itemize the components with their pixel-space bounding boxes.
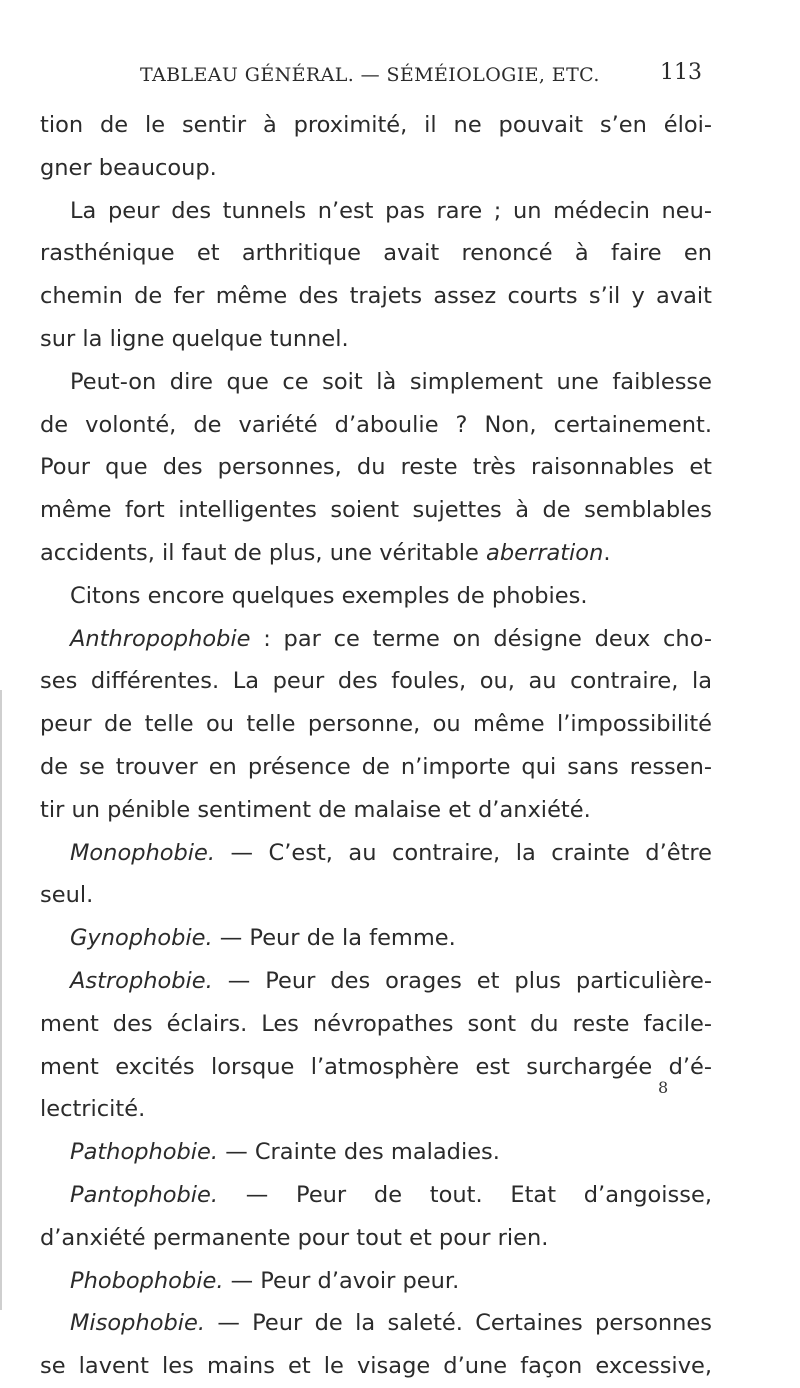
phobia-term: aberration <box>486 539 604 566</box>
text-line <box>40 618 712 661</box>
line-text: de volonté, de variété d’aboulie ? Non, certainement. <box>40 411 712 438</box>
phobia-term: Phobophobie. <box>70 1267 224 1294</box>
line-text: chemin de fer même des trajets assez courts s’il y avait <box>40 283 712 310</box>
text-line <box>40 190 712 233</box>
line-text: — Peur des orages et plus particulière- <box>212 967 712 994</box>
line-text: Pour que des personnes, du reste très raisonnables et <box>40 454 712 481</box>
line-text: . <box>603 539 611 566</box>
text-line <box>40 789 712 832</box>
text-line <box>40 489 712 532</box>
line-text: ment des éclairs. Les névropathes sont du reste facile- <box>40 1010 712 1037</box>
line-text: peur de telle ou telle personne, ou même l’impossibilité <box>40 711 712 738</box>
line-text: ses différentes. La peur des foules, ou, au contraire, la <box>40 668 712 695</box>
line-text: — Peur de la femme. <box>212 925 456 952</box>
text-line <box>40 532 712 575</box>
line-text: La peur des tunnels n’est pas rare ; un médecin neu- <box>70 197 712 224</box>
line-text: accidents, il faut de plus, une véritable <box>40 539 487 566</box>
text-line <box>40 446 712 489</box>
text-line <box>40 960 712 1003</box>
text-line <box>40 874 712 917</box>
running-title: TABLEAU GÉNÉRAL. — SÉMÉIOLOGIE, ETC. <box>140 64 600 86</box>
line-text: — C’est, au contraire, la crainte d’être <box>215 839 712 866</box>
phobia-term: Misophobie. <box>70 1310 205 1337</box>
text-line <box>40 1174 712 1217</box>
line-text: lectricité. <box>40 1096 146 1123</box>
line-text: se lavent les mains et le visage d’une façon excessive, <box>40 1353 712 1380</box>
line-text: sur la ligne quelque tunnel. <box>40 325 349 352</box>
text-line <box>40 660 712 703</box>
text-line <box>40 1046 712 1089</box>
line-text: — Crainte des maladies. <box>218 1139 500 1166</box>
signature-mark: 8 <box>658 1078 669 1097</box>
text-line <box>40 917 712 960</box>
line-text: seul. <box>40 882 94 909</box>
text-line <box>40 1260 712 1303</box>
text-line <box>40 404 712 447</box>
phobia-term: Astrophobie. <box>70 967 213 994</box>
line-text: Peut-on dire que ce soit là simplement une faiblesse <box>70 368 712 395</box>
phobia-term: Gynophobie. <box>70 925 213 952</box>
text-line <box>40 832 712 875</box>
text-line <box>40 361 712 404</box>
text-line <box>40 1345 712 1388</box>
line-text: d’anxiété permanente pour tout et pour rien. <box>40 1224 549 1251</box>
text-line <box>40 104 712 147</box>
text-line <box>40 147 712 190</box>
line-text: : par ce terme on désigne deux cho- <box>250 625 712 652</box>
phobia-term: Pathophobie. <box>70 1139 219 1166</box>
line-text: rasthénique et arthritique avait renoncé à faire en <box>40 240 712 267</box>
line-text: gner beaucoup. <box>40 154 217 181</box>
line-text: ment excités lorsque l’atmosphère est surchargée d’é- <box>40 1053 712 1080</box>
phobia-term: Pantophobie. <box>70 1181 219 1208</box>
text-line <box>40 1302 712 1345</box>
text-line <box>40 1131 712 1174</box>
page-edge-shadow <box>0 690 2 1310</box>
text-line <box>40 1217 712 1260</box>
text-line <box>40 575 712 618</box>
line-text: — Peur de tout. Etat d’angoisse, <box>218 1181 712 1208</box>
text-line <box>40 703 712 746</box>
body-text <box>40 104 712 1388</box>
line-text: tion de le sentir à proximité, il ne pouvait s’en éloi- <box>40 112 712 138</box>
line-text: tir un pénible sentiment de malaise et d’anxiété. <box>40 796 591 823</box>
line-text: — Peur de la saleté. Certaines personnes <box>205 1310 712 1337</box>
page-number: 113 <box>660 60 702 85</box>
phobia-term: Anthropophobie <box>70 625 251 652</box>
text-line <box>40 1003 712 1046</box>
line-text: Citons encore quelques exemples de phobies. <box>70 582 588 609</box>
text-line <box>40 232 712 275</box>
phobia-term: Monophobie. <box>70 839 216 866</box>
text-line <box>40 746 712 789</box>
text-line <box>40 1088 712 1131</box>
line-text: de se trouver en présence de n’importe qui sans ressen- <box>40 753 712 780</box>
line-text: — Peur d’avoir peur. <box>223 1267 460 1294</box>
text-line <box>40 275 712 318</box>
page-header <box>140 60 700 96</box>
line-text: même fort intelligentes soient sujettes à de semblables <box>40 497 712 524</box>
text-line <box>40 318 712 361</box>
